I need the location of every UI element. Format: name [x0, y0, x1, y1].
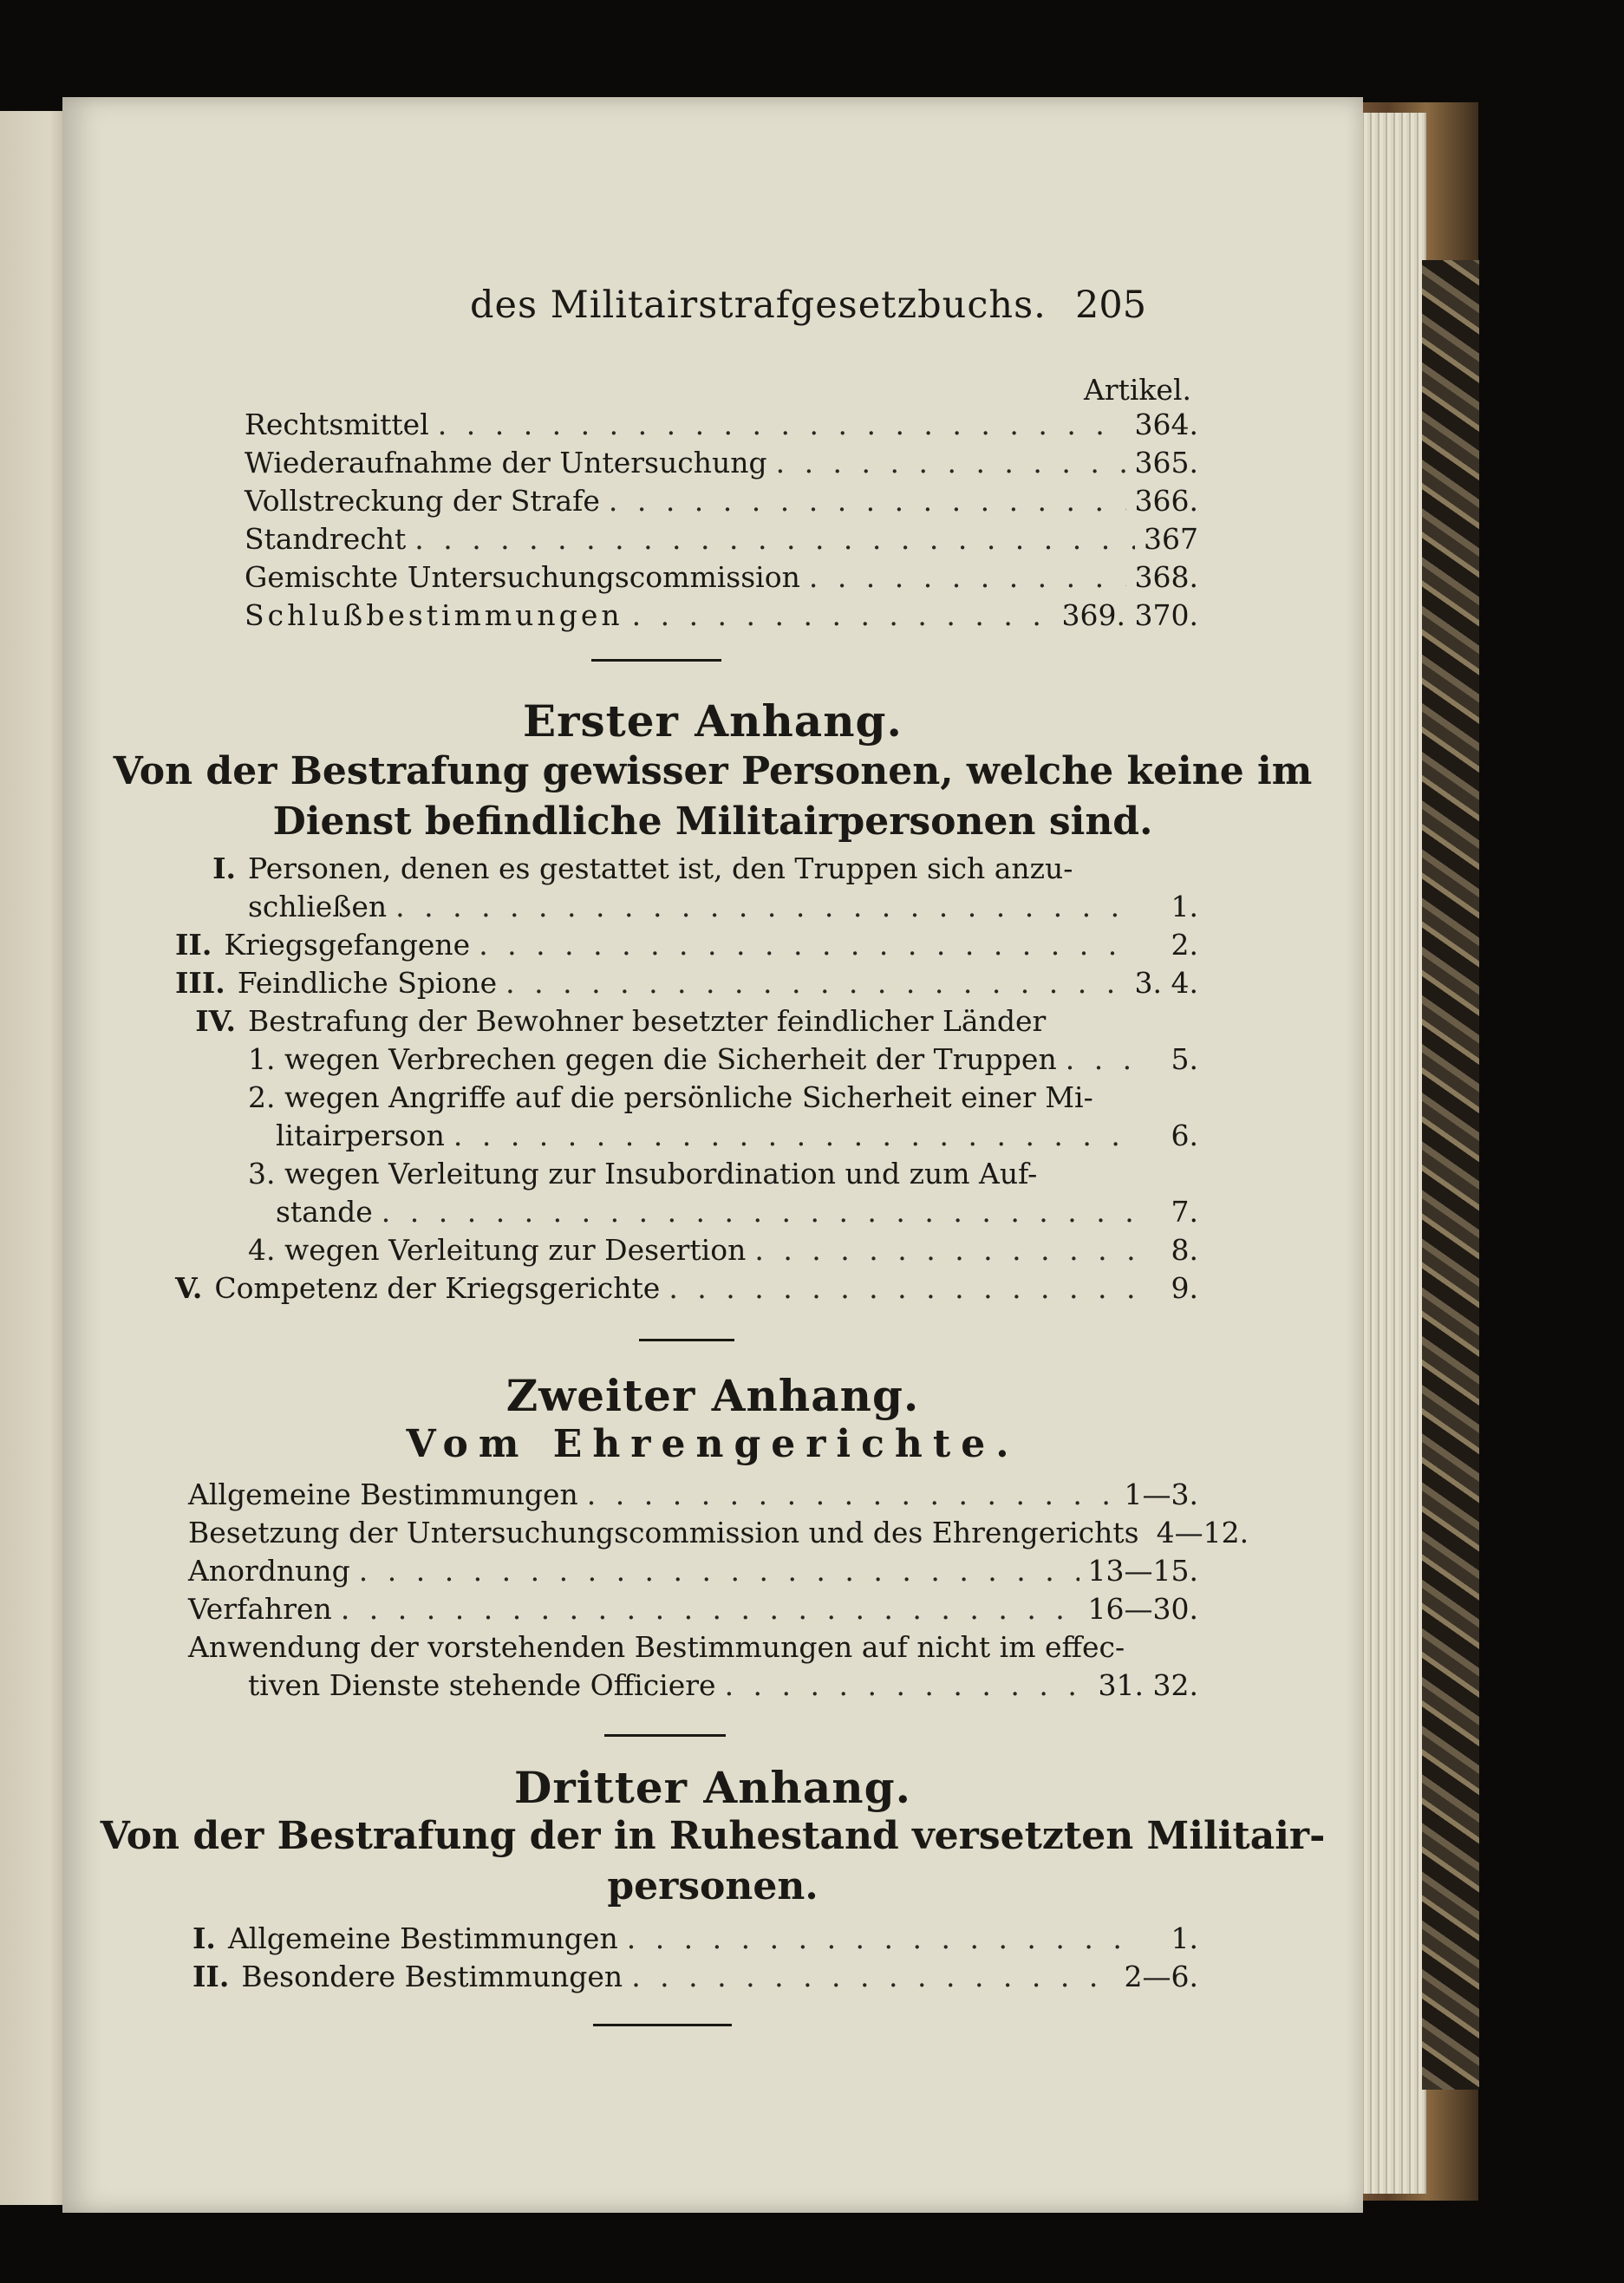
toc-ref: 13—15. [1087, 1554, 1198, 1588]
toc-numeral: II. [192, 1960, 230, 1993]
appendix1-title: Erster Anhang. [523, 695, 903, 747]
toc-row [248, 1080, 1198, 1119]
toc-ref: 3. 4. [1134, 966, 1198, 1000]
toc-row [248, 1233, 1198, 1271]
toc-row [245, 522, 1198, 560]
toc-ref: 6. [1171, 1119, 1198, 1152]
toc-row [245, 408, 1198, 446]
toc-row [248, 1157, 1198, 1195]
toc-label: Rechtsmittel [245, 408, 429, 441]
toc-label: 3. wegen Verleitung zur Insubordination und zum Auf- [248, 1157, 1038, 1190]
toc-row [192, 1921, 1198, 1960]
toc-row [192, 1960, 1198, 1998]
toc-label: Kriegsgefangene [224, 928, 471, 962]
toc-ref: 1. [1171, 1921, 1198, 1955]
marbled-cover [1422, 260, 1479, 2090]
appendix1-subtitle-line2: Dienst befindliche Militairpersonen sind. [272, 799, 1153, 844]
section-divider [639, 1339, 734, 1341]
toc-row [248, 1042, 1198, 1080]
toc-ref: 365. [1134, 446, 1198, 479]
toc-row [245, 484, 1198, 522]
toc-numeral: III. [175, 966, 225, 1000]
toc-label-cont: stande [276, 1195, 373, 1229]
toc-numeral: V. [175, 1271, 203, 1305]
toc-ref: 7. [1171, 1195, 1198, 1229]
toc-ref: 1—3. [1124, 1477, 1198, 1511]
toc-label: Schlußbestimmungen [245, 598, 623, 632]
toc-label: Anwendung der vorstehenden Bestimmungen auf nicht im effec- [188, 1630, 1125, 1664]
toc-ref: 369. 370. [1061, 598, 1198, 632]
book-page [62, 97, 1363, 2213]
appendix3-title: Dritter Anhang. [513, 1762, 912, 1813]
page-number: 205 [1075, 284, 1147, 327]
running-title: des Militairstrafgesetzbuchs. [470, 284, 1047, 327]
toc-row [245, 598, 1198, 636]
toc-ref: 366. [1134, 484, 1198, 518]
toc-label-cont: tiven Dienste stehende Officiere [248, 1668, 716, 1702]
toc-label: Besondere Bestimmungen [241, 1960, 623, 1993]
toc-label: Allgemeine Bestimmungen [227, 1921, 618, 1955]
toc-row [248, 890, 1198, 928]
toc-numeral: I. [192, 1921, 216, 1955]
toc-label: 4. wegen Verleitung zur Desertion [248, 1233, 747, 1267]
toc-label: Personen, denen es gestattet ist, den Truppen sich anzu- [248, 851, 1073, 885]
toc-row [175, 1271, 1198, 1309]
toc-ref: 9. [1171, 1271, 1198, 1305]
toc-row [188, 1554, 1198, 1592]
left-page-edge [0, 111, 71, 2205]
toc-numeral: I. [212, 851, 236, 885]
toc-ref: 8. [1171, 1233, 1198, 1267]
section-divider [591, 659, 721, 662]
appendix3-subtitle-line1: Von der Bestrafung der in Ruhestand versetzten Militair- [100, 1814, 1326, 1858]
toc-numeral: II. [175, 928, 212, 962]
toc-ref: 5. [1171, 1042, 1198, 1076]
toc-numeral: IV. [195, 1004, 236, 1038]
toc-row [175, 928, 1198, 966]
toc-row [245, 560, 1198, 598]
toc-row [188, 1630, 1198, 1668]
toc-label: Feindliche Spione [237, 966, 498, 1000]
toc-ref: 2. [1171, 928, 1198, 962]
toc-row [175, 1004, 1198, 1042]
section-divider [604, 1734, 726, 1737]
toc-row [188, 1516, 1249, 1554]
toc-row [276, 1195, 1198, 1233]
toc-ref: 2—6. [1124, 1960, 1198, 1993]
toc-row [175, 966, 1198, 1004]
toc-ref: 31. 32. [1098, 1668, 1198, 1702]
toc-row [188, 1592, 1198, 1630]
toc-label: Besetzung der Untersuchungscommission und des Ehrengerichts [188, 1516, 1139, 1549]
appendix3-subtitle-line2: personen. [607, 1864, 819, 1908]
toc-ref: 4—12. [1156, 1516, 1249, 1549]
toc-label: Competenz der Kriegsgerichte [214, 1271, 661, 1305]
toc-label: Bestrafung der Bewohner besetzter feindlicher Länder [248, 1004, 1047, 1038]
toc-label: 2. wegen Angriffe auf die persönliche Sicherheit einer Mi- [248, 1080, 1093, 1114]
toc-ref: 367 [1144, 522, 1198, 556]
appendix1-subtitle-line1: Von der Bestrafung gewisser Personen, welche keine im [113, 749, 1313, 793]
toc-label: Wiederaufnahme der Untersuchung [245, 446, 767, 479]
toc-label-cont: schließen [248, 890, 388, 923]
toc-label: Verfahren [188, 1592, 332, 1626]
toc-label: Vollstreckung der Strafe [245, 484, 600, 518]
page-content [62, 97, 1363, 2213]
appendix2-title: Zweiter Anhang. [505, 1370, 920, 1421]
appendix2-subtitle: Vom Ehrengerichte. [406, 1422, 1020, 1466]
toc-ref: 364. [1134, 408, 1198, 441]
toc-label: Standrecht [245, 522, 407, 556]
toc-row [245, 446, 1198, 484]
toc-label: 1. wegen Verbrechen gegen die Sicherheit der Truppen [248, 1042, 1057, 1076]
section-divider [593, 2024, 732, 2026]
toc-label: Allgemeine Bestimmungen [188, 1477, 578, 1511]
toc-ref: 368. [1134, 560, 1198, 594]
toc-label-cont: litairperson [276, 1119, 445, 1152]
toc-ref: 1. [1171, 890, 1198, 923]
toc-label: Anordnung [188, 1554, 350, 1588]
toc-row [188, 1477, 1198, 1516]
column-heading: Artikel. [1084, 373, 1191, 407]
toc-row [276, 1119, 1198, 1157]
toc-row [175, 851, 1198, 890]
toc-ref: 16—30. [1087, 1592, 1198, 1626]
toc-row [248, 1668, 1198, 1706]
toc-label: Gemischte Untersuchungscommission [245, 560, 800, 594]
